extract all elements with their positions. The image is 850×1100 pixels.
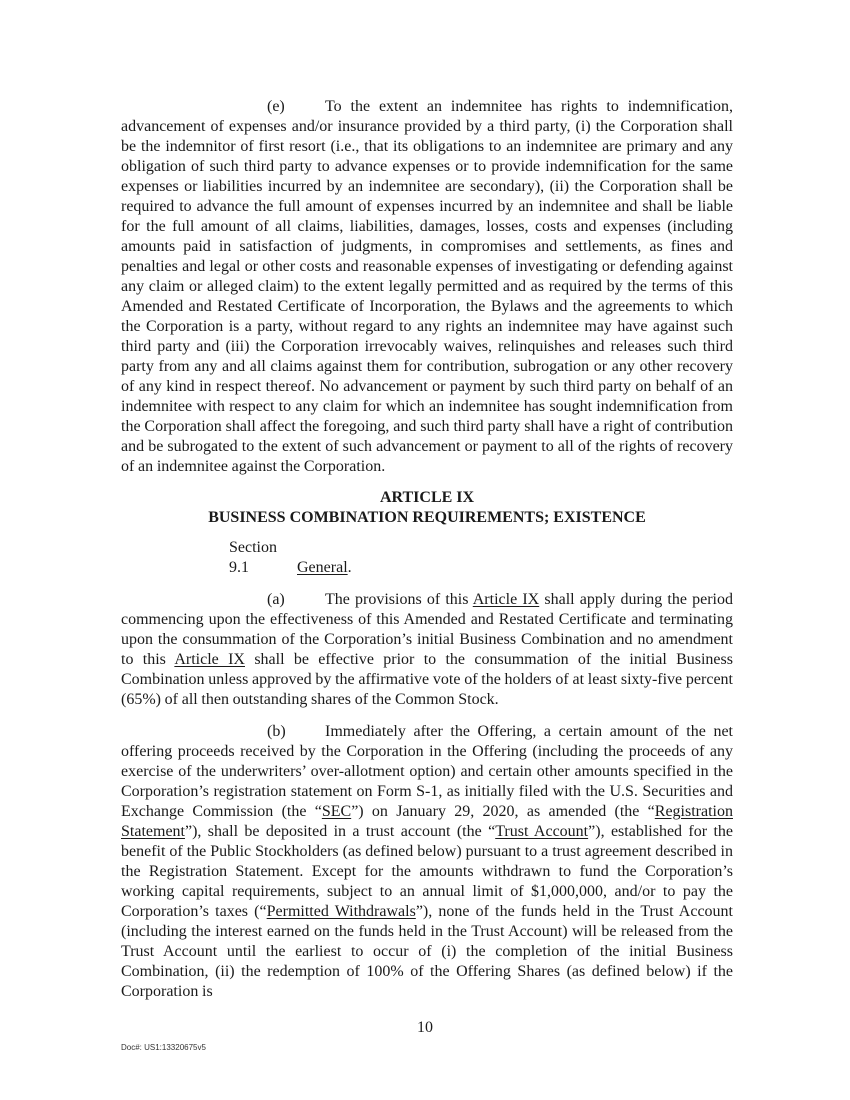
defined-term-registration-statement: Registration Statement — [121, 803, 733, 840]
paragraph-e — [121, 97, 733, 477]
paragraph-text: To the extent an indemnitee has rights to indemnification, advancement of expenses and/or insurance provided by a third party, (i) the Corporation shall be the indemnitor of first resort (i.e., that its obligations to an indemnitee are primary and any obligation of such third party to advance expenses or to provide indemnification for the same expenses or liabilities incurred by an indemnitee are secondary), (ii) the Corporation shall be required to advance the full amount of expenses incurred by an indemnitee and shall be liable for the full amount of all claims, liabilities, damages, losses, costs and expenses (including amounts paid in satisfaction of judgments, in compromises and settlements, as fines and penalties and legal or other costs and reasonable expenses of investigating or defending against any claim or alleged claim) to the extent legally permitted and as required by the terms of this Amended and Restated Certificate of Incorporation, the Bylaws and the agreements to which the Corporation is a party, without regard to any rights an indemnitee may have against such third party and (iii) the Corporation irrevocably waives, relinquishes and releases such third party from any and all claims against them for contribution, subrogation or any other recovery of any kind in respect thereof. No advancement or payment by such third party on behalf of an indemnitee with respect to any claim for which an indemnitee has sought indemnification from the Corporation shall affect the foregoing, and such third party shall have a right of contribution and be subrogated to the extent of such advancement or payment to all of the rights of recovery of an indemnitee against the Corporation. — [121, 98, 733, 475]
paragraph-label: (a) — [267, 591, 285, 608]
section-title-suffix: . — [347, 559, 352, 576]
article-number: ARTICLE IX — [379, 489, 475, 506]
section-heading — [121, 538, 733, 578]
paragraph-text: The provisions of this — [325, 591, 473, 608]
article-title: BUSINESS COMBINATION REQUIREMENTS; EXISTENCE — [208, 509, 646, 526]
defined-term-sec: SEC — [321, 803, 352, 820]
paragraph-text: ”), established for the benefit of the Public Stockholders (as defined below) pursuant to a trust agreement described in the Registration Statement. Except for the amounts withdrawn to fund the Corporation’s working capital requirements, subject to an annual limit of $1,000,000, and/or to pay the Corporation’s taxes (“ — [121, 823, 734, 920]
document-page — [121, 97, 733, 1002]
paragraph-text: Immediately after the Offering, a certain amount of the net offering proceeds received by the Corporation in the Offering (including the proceeds of any exercise of the underwriters’ over-allotment option) and certain other amounts specified in the Corporation’s registration statement on Form S-1, as initially filed with the U.S. Securities and Exchange Commission (the “ — [121, 723, 733, 820]
article-reference: Article IX — [472, 591, 540, 608]
article-reference: Article IX — [174, 651, 245, 668]
section-title: General — [297, 559, 348, 576]
defined-term-permitted-withdrawals: Permitted Withdrawals — [266, 903, 416, 920]
paragraph-text: shall apply during the period commencing upon the effectiveness of this Amended and Restated Certificate and terminating upon the consummation of the Corporation’s initial Business Combination and no amendment to this — [121, 591, 733, 668]
paragraph-text: ”) on January 29, 2020, as amended (the “ — [351, 803, 655, 820]
page-number: 10 — [417, 1019, 433, 1036]
paragraph-label: (e) — [267, 98, 285, 115]
paragraph-text: shall be effective prior to the consummation of the initial Business Combination unless approved by the affirmative vote of the holders of at least sixty-five percent (65%) of all then outstanding shares of the Common Stock. — [121, 651, 733, 708]
paragraph-label: (b) — [267, 723, 286, 740]
paragraph-text: ”), none of the funds held in the Trust Account (including the interest earned on the funds held in the Trust Account) will be released from the Trust Account until the earliest to occur of (i) the completion of the initial Business Combination, (ii) the redemption of 100% of the Offering Shares (as defined below) if the Corporation is — [121, 903, 734, 1000]
defined-term-trust-account: Trust Account — [495, 823, 589, 840]
paragraph-b — [121, 722, 733, 1002]
paragraph-text: ”), shall be deposited in a trust account (the “ — [184, 823, 496, 840]
paragraph-a — [121, 590, 733, 710]
section-number: Section 9.1 — [229, 539, 277, 576]
document-id: Doc#: US1:13320675v5 — [121, 1043, 206, 1052]
